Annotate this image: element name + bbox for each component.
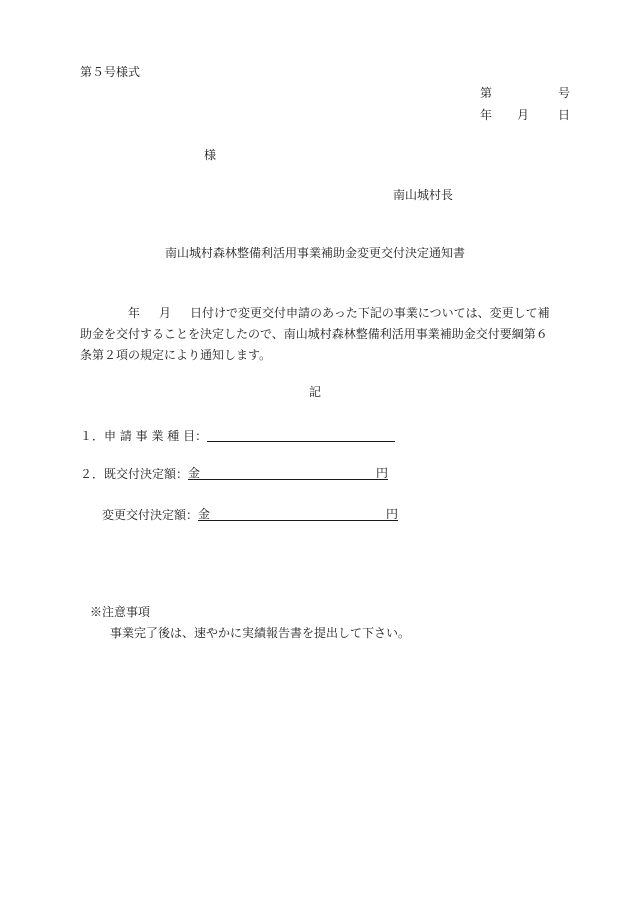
field-changed-amount-label: 変更交付決定額： [102,508,199,522]
changed-amount-unit: 円 [386,507,399,521]
ki-heading: 記 [308,385,321,399]
date-day: 日 [558,108,571,122]
field-project-type-label: １．申 請 事 業 種 目： [80,429,208,443]
body-paragraph [80,303,572,366]
prior-amount-prefix: 金 [188,466,201,480]
field-project-type-blank [207,428,395,442]
note-title: ※注意事項 [90,605,151,619]
field-changed-amount-blank [198,507,398,521]
note-text: 事業完了後は、速やかに実績報告書を提出して下さい。 [110,626,411,640]
body-line-1-text: 日付けで変更交付申請のあった下記の事業については、変更して補 [190,306,550,320]
prior-amount-unit: 円 [376,466,389,480]
field-prior-amount [80,466,388,480]
form-number: 第５号様式 [80,65,141,79]
body-year: 年 [128,306,141,320]
field-changed-amount [102,507,398,521]
body-month: 月 [159,306,172,320]
date-year: 年 [480,108,493,122]
field-prior-amount-label: ２．既交付決定額： [80,467,189,481]
body-line-3: 条第２項の規定により通知します。 [80,348,272,362]
body-line-1 [80,303,572,324]
document-title: 南山城村森林整備利活用事業補助金変更交付決定通知書 [164,246,465,260]
body-line-2: 助金を交付することを決定したので、南山城村森林整備利活用事業補助金交付要綱第６ [80,327,548,341]
changed-amount-prefix: 金 [198,507,211,521]
date-month: 月 [517,108,530,122]
doc-number-suffix: 号 [558,86,571,100]
field-project-type [80,428,395,442]
doc-number-prefix: 第 [480,86,493,100]
field-prior-amount-blank [188,466,388,480]
issuer: 南山城村長 [393,188,454,202]
recipient-suffix: 様 [204,148,217,162]
